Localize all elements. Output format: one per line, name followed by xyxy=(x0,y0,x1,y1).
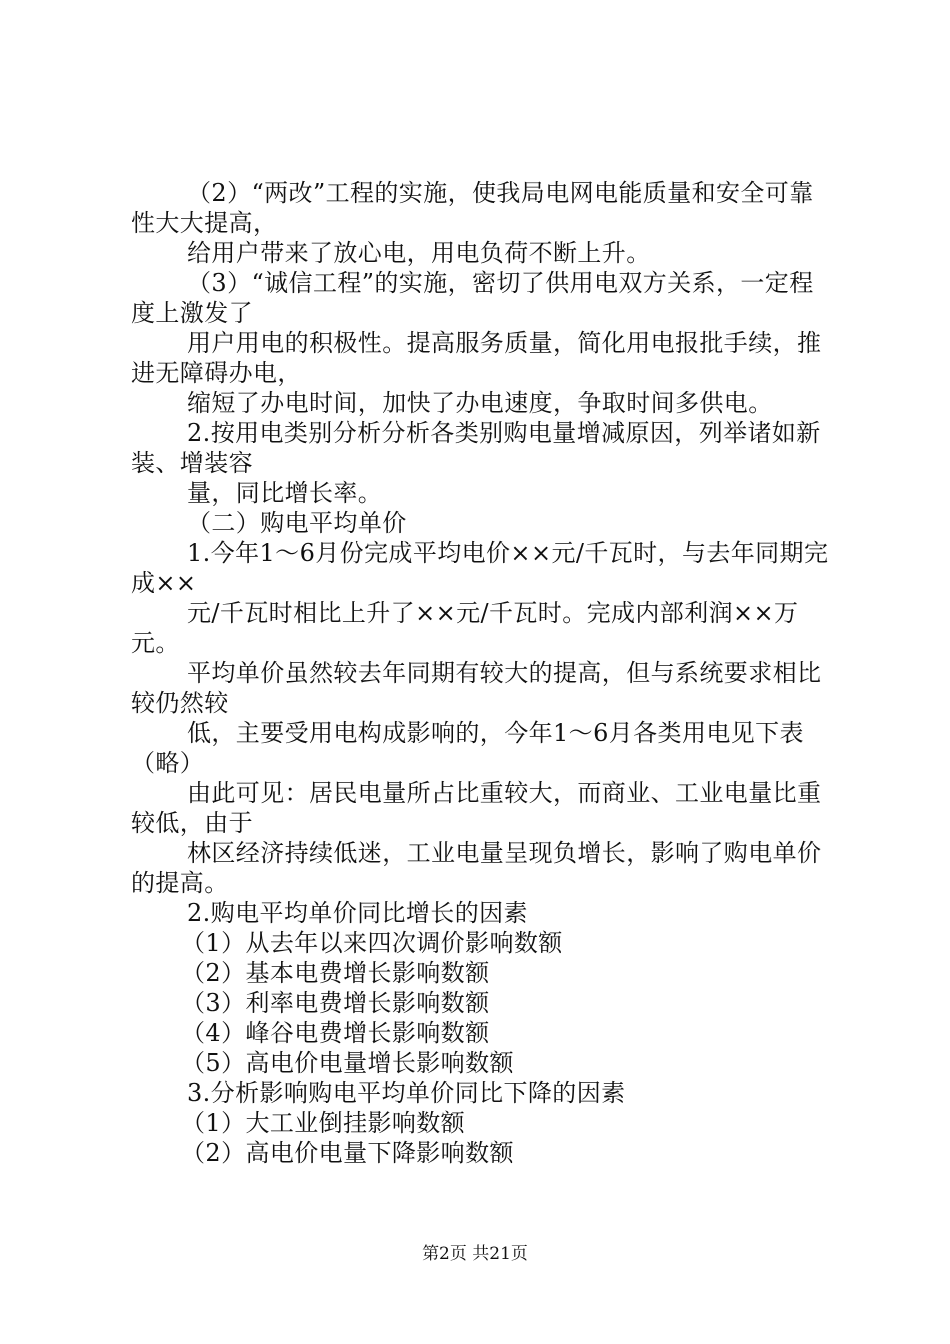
list-item: （3）利率电费增长影响数额 xyxy=(181,989,490,1017)
list-item: （2）基本电费增长影响数额 xyxy=(181,959,490,987)
list-heading-increase-factors: 2.购电平均单价同比增长的因素 xyxy=(187,899,528,927)
paragraph-4: 用户用电的积极性。提高服务质量，简化用电报批手续，推进无障碍办电， xyxy=(131,329,822,387)
paragraph-5: 缩短了办电时间，加快了办电速度，争取时间多供电。 xyxy=(187,389,773,417)
paragraph-10: 元/千瓦时相比上升了××元/千瓦时。完成内部利润××万元。 xyxy=(131,599,799,657)
list-item: （1）从去年以来四次调价影响数额 xyxy=(181,929,563,957)
paragraph-11: 平均单价虽然较去年同期有较大的提高，但与系统要求相比较仍然较 xyxy=(131,659,822,717)
paragraph-14: 林区经济持续低迷，工业电量呈现负增长，影响了购电单价的提高。 xyxy=(131,839,822,897)
document-body xyxy=(131,178,831,1168)
list-item: （1）大工业倒挂影响数额 xyxy=(181,1109,466,1137)
paragraph-12: 低，主要受用电构成影响的，今年1～6月各类用电见下表（略） xyxy=(131,719,804,777)
list-item: （2）高电价电量下降影响数额 xyxy=(181,1139,514,1167)
paragraph-6: 2.按用电类别分析分析各类别购电量增减原因，列举诸如新装、增装容 xyxy=(131,419,821,477)
paragraph-9: 1.今年1～6月份完成平均电价××元/千瓦时，与去年同期完成×× xyxy=(131,539,829,597)
list-item: （5）高电价电量增长影响数额 xyxy=(181,1049,514,1077)
paragraph-7: 量，同比增长率。 xyxy=(187,479,383,507)
section-heading-avg-price: （二）购电平均单价 xyxy=(187,509,407,537)
list-heading-decrease-factors: 3.分析影响购电平均单价同比下降的因素 xyxy=(187,1079,626,1107)
page-number-footer: 第2页 共21页 xyxy=(422,1244,528,1264)
paragraph-3: （3）“诚信工程”的实施，密切了供用电双方关系，一定程度上激发了 xyxy=(131,269,814,327)
paragraph-1: （2）“两改”工程的实施，使我局电网电能质量和安全可靠性大大提高， xyxy=(131,179,814,237)
list-item: （4）峰谷电费增长影响数额 xyxy=(181,1019,490,1047)
paragraph-2: 给用户带来了放心电，用电负荷不断上升。 xyxy=(187,239,651,267)
paragraph-13: 由此可见：居民电量所占比重较大，而商业、工业电量比重较低，由于 xyxy=(131,779,822,837)
